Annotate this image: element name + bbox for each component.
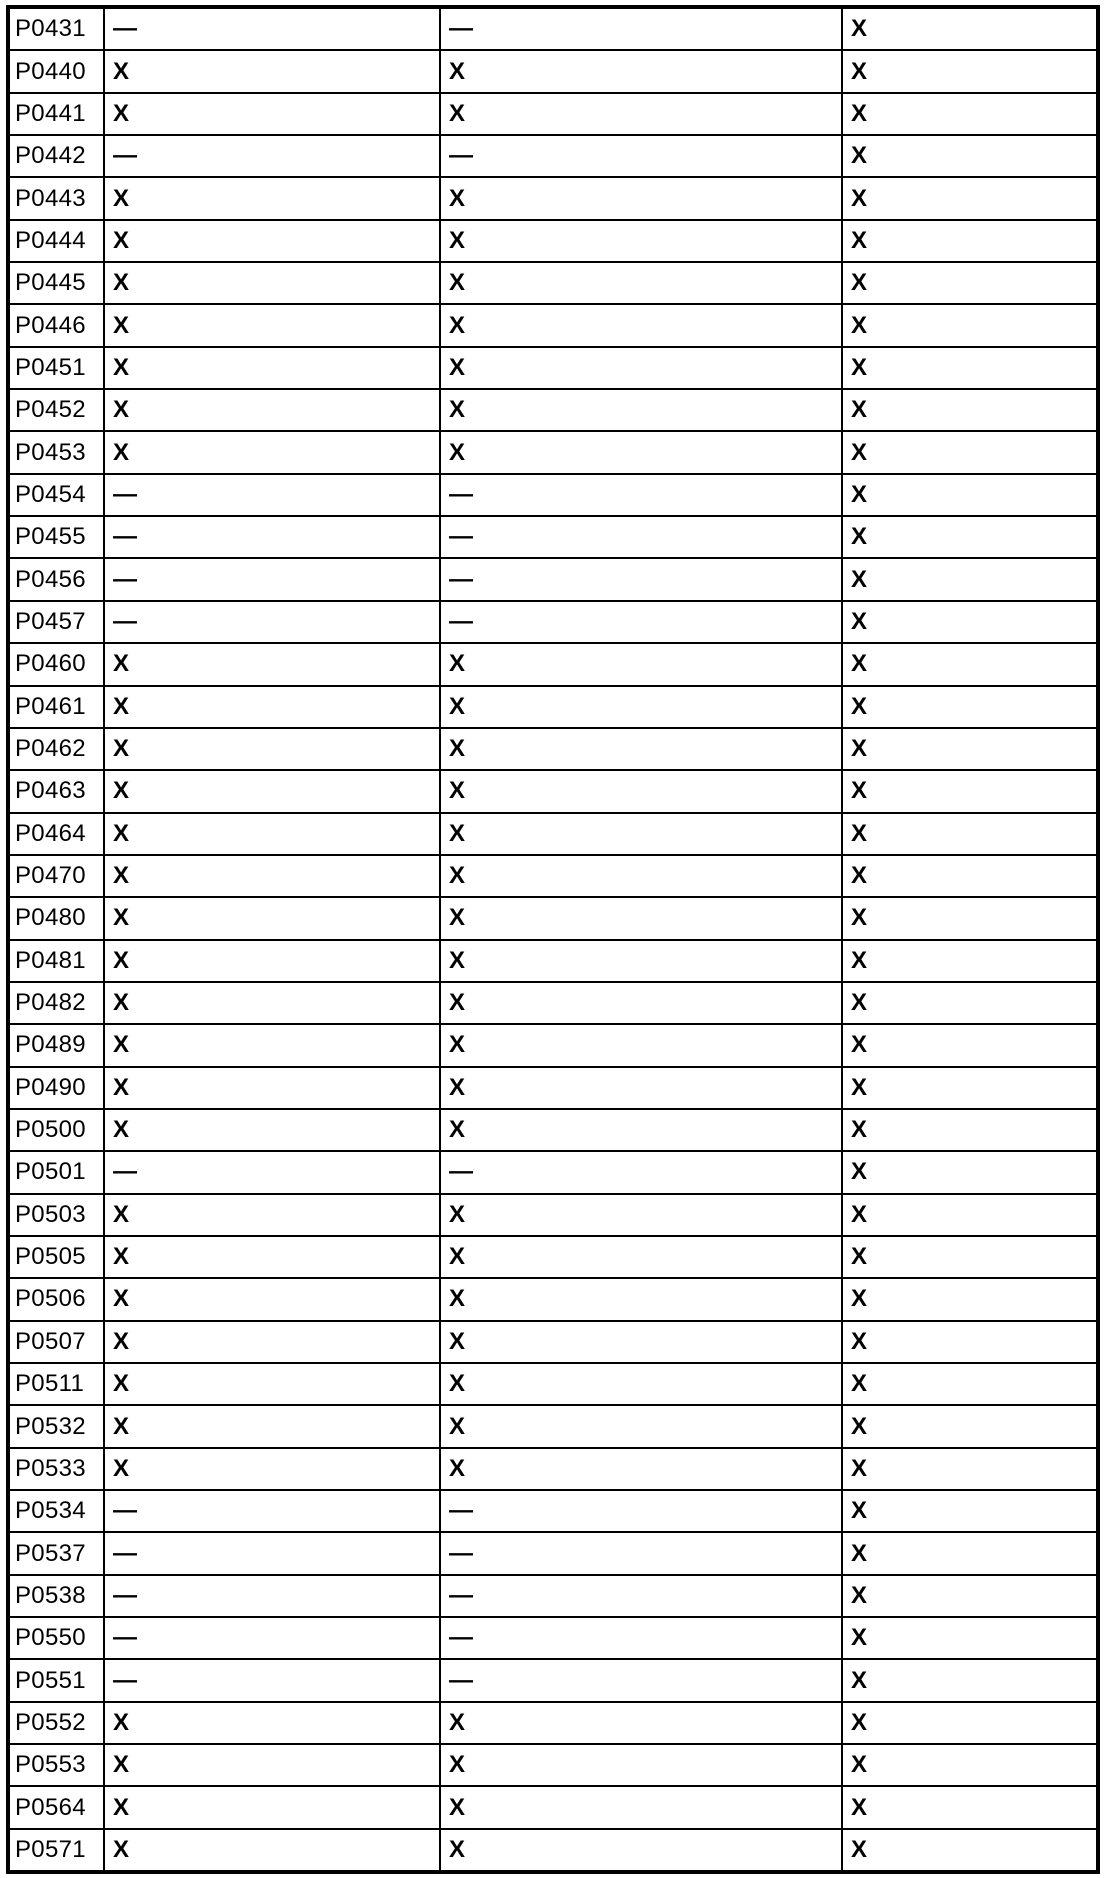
column-2-cell: X <box>440 1236 842 1278</box>
table-row <box>8 1151 1098 1193</box>
table-row <box>8 50 1098 92</box>
dtc-code-cell: P0532 <box>8 1405 104 1447</box>
dtc-code-cell: P0464 <box>8 813 104 855</box>
column-2-cell: X <box>440 1067 842 1109</box>
column-2-cell: X <box>440 1109 842 1151</box>
column-1-cell: X <box>104 982 440 1024</box>
table-row <box>8 601 1098 643</box>
column-3-cell: X <box>842 7 1098 50</box>
column-3-cell: X <box>842 431 1098 473</box>
column-2-cell: — <box>440 135 842 177</box>
table-row <box>8 220 1098 262</box>
column-2-cell: X <box>440 1278 842 1320</box>
dtc-code-cell: P0441 <box>8 93 104 135</box>
column-1-cell: X <box>104 262 440 304</box>
table-row <box>8 389 1098 431</box>
column-2-cell: — <box>440 516 842 558</box>
table-row <box>8 1532 1098 1574</box>
table-row <box>8 1448 1098 1490</box>
column-1-cell: X <box>104 1067 440 1109</box>
table-row <box>8 897 1098 939</box>
table-row <box>8 474 1098 516</box>
dtc-applicability-table <box>6 5 1100 1874</box>
column-3-cell: X <box>842 728 1098 770</box>
column-1-cell: — <box>104 1575 440 1617</box>
dtc-code-cell: P0460 <box>8 643 104 685</box>
column-1-cell: X <box>104 389 440 431</box>
column-1-cell: X <box>104 897 440 939</box>
column-2-cell: X <box>440 1405 842 1447</box>
column-1-cell: — <box>104 135 440 177</box>
column-3-cell: X <box>842 897 1098 939</box>
column-2-cell: X <box>440 389 842 431</box>
column-2-cell: X <box>440 431 842 473</box>
dtc-code-cell: P0455 <box>8 516 104 558</box>
column-3-cell: X <box>842 1532 1098 1574</box>
table-row <box>8 1829 1098 1872</box>
column-3-cell: X <box>842 304 1098 346</box>
dtc-code-cell: P0462 <box>8 728 104 770</box>
table-row <box>8 770 1098 812</box>
column-2-cell: X <box>440 220 842 262</box>
column-1-cell: X <box>104 813 440 855</box>
column-1-cell: — <box>104 1617 440 1659</box>
column-2-cell: — <box>440 1617 842 1659</box>
table-row <box>8 1659 1098 1701</box>
column-1-cell: X <box>104 1744 440 1786</box>
column-2-cell: — <box>440 7 842 50</box>
column-1-cell: — <box>104 516 440 558</box>
table-row <box>8 135 1098 177</box>
column-3-cell: X <box>842 50 1098 92</box>
table-row <box>8 7 1098 50</box>
document-page <box>6 5 1096 1874</box>
column-2-cell: X <box>440 93 842 135</box>
column-1-cell: X <box>104 1829 440 1872</box>
column-2-cell: — <box>440 1532 842 1574</box>
dtc-code-cell: P0552 <box>8 1702 104 1744</box>
dtc-code-cell: P0481 <box>8 940 104 982</box>
column-3-cell: X <box>842 1575 1098 1617</box>
column-1-cell: X <box>104 1786 440 1828</box>
dtc-code-cell: P0444 <box>8 220 104 262</box>
table-row <box>8 347 1098 389</box>
table-row <box>8 1490 1098 1532</box>
table-row <box>8 1278 1098 1320</box>
column-3-cell: X <box>842 1321 1098 1363</box>
table-row <box>8 686 1098 728</box>
dtc-code-cell: P0453 <box>8 431 104 473</box>
column-3-cell: X <box>842 558 1098 600</box>
column-3-cell: X <box>842 1236 1098 1278</box>
column-1-cell: — <box>104 474 440 516</box>
column-1-cell: — <box>104 1490 440 1532</box>
column-3-cell: X <box>842 982 1098 1024</box>
column-2-cell: X <box>440 813 842 855</box>
column-2-cell: X <box>440 1321 842 1363</box>
table-row <box>8 1575 1098 1617</box>
table-row <box>8 1617 1098 1659</box>
dtc-code-cell: P0550 <box>8 1617 104 1659</box>
table-row <box>8 728 1098 770</box>
column-1-cell: X <box>104 1236 440 1278</box>
column-2-cell: X <box>440 982 842 1024</box>
dtc-code-cell: P0534 <box>8 1490 104 1532</box>
column-3-cell: X <box>842 770 1098 812</box>
dtc-code-cell: P0506 <box>8 1278 104 1320</box>
column-2-cell: X <box>440 262 842 304</box>
column-1-cell: X <box>104 1448 440 1490</box>
column-1-cell: X <box>104 220 440 262</box>
table-row <box>8 813 1098 855</box>
table-row <box>8 431 1098 473</box>
dtc-code-cell: P0451 <box>8 347 104 389</box>
column-1-cell: X <box>104 1363 440 1405</box>
column-1-cell: — <box>104 601 440 643</box>
column-1-cell: X <box>104 1321 440 1363</box>
column-1-cell: X <box>104 940 440 982</box>
column-1-cell: X <box>104 93 440 135</box>
column-3-cell: X <box>842 262 1098 304</box>
column-2-cell: — <box>440 1151 842 1193</box>
column-2-cell: X <box>440 728 842 770</box>
column-3-cell: X <box>842 1786 1098 1828</box>
column-1-cell: X <box>104 50 440 92</box>
column-1-cell: X <box>104 1278 440 1320</box>
table-row <box>8 1236 1098 1278</box>
column-2-cell: — <box>440 558 842 600</box>
dtc-code-cell: P0454 <box>8 474 104 516</box>
dtc-code-cell: P0490 <box>8 1067 104 1109</box>
column-2-cell: X <box>440 347 842 389</box>
column-2-cell: X <box>440 686 842 728</box>
column-2-cell: X <box>440 897 842 939</box>
column-1-cell: — <box>104 558 440 600</box>
column-2-cell: X <box>440 1448 842 1490</box>
column-3-cell: X <box>842 1490 1098 1532</box>
dtc-code-cell: P0431 <box>8 7 104 50</box>
column-2-cell: — <box>440 601 842 643</box>
table-body <box>8 7 1098 1872</box>
column-3-cell: X <box>842 855 1098 897</box>
table-row <box>8 516 1098 558</box>
table-row <box>8 643 1098 685</box>
column-2-cell: X <box>440 1744 842 1786</box>
dtc-code-cell: P0470 <box>8 855 104 897</box>
column-3-cell: X <box>842 940 1098 982</box>
table-row <box>8 855 1098 897</box>
column-1-cell: X <box>104 1702 440 1744</box>
dtc-code-cell: P0440 <box>8 50 104 92</box>
column-2-cell: X <box>440 643 842 685</box>
column-1-cell: X <box>104 1109 440 1151</box>
column-3-cell: X <box>842 1151 1098 1193</box>
table-row <box>8 940 1098 982</box>
column-3-cell: X <box>842 813 1098 855</box>
dtc-code-cell: P0489 <box>8 1024 104 1066</box>
column-2-cell: — <box>440 474 842 516</box>
column-1-cell: X <box>104 431 440 473</box>
dtc-code-cell: P0456 <box>8 558 104 600</box>
column-3-cell: X <box>842 1829 1098 1872</box>
dtc-code-cell: P0442 <box>8 135 104 177</box>
column-3-cell: X <box>842 93 1098 135</box>
column-1-cell: X <box>104 855 440 897</box>
dtc-code-cell: P0571 <box>8 1829 104 1872</box>
column-1-cell: X <box>104 686 440 728</box>
dtc-code-cell: P0501 <box>8 1151 104 1193</box>
dtc-code-cell: P0551 <box>8 1659 104 1701</box>
table-row <box>8 1405 1098 1447</box>
column-2-cell: X <box>440 1702 842 1744</box>
column-3-cell: X <box>842 1363 1098 1405</box>
table-row <box>8 1786 1098 1828</box>
column-1-cell: — <box>104 1532 440 1574</box>
column-3-cell: X <box>842 1109 1098 1151</box>
column-3-cell: X <box>842 686 1098 728</box>
column-1-cell: X <box>104 643 440 685</box>
table-row <box>8 558 1098 600</box>
column-2-cell: X <box>440 1024 842 1066</box>
table-row <box>8 1024 1098 1066</box>
table-row <box>8 1067 1098 1109</box>
column-1-cell: X <box>104 1405 440 1447</box>
column-1-cell: — <box>104 1151 440 1193</box>
column-3-cell: X <box>842 220 1098 262</box>
column-2-cell: X <box>440 940 842 982</box>
table-row <box>8 177 1098 219</box>
column-1-cell: X <box>104 770 440 812</box>
table-row <box>8 1321 1098 1363</box>
column-1-cell: X <box>104 304 440 346</box>
column-3-cell: X <box>842 474 1098 516</box>
dtc-code-cell: P0505 <box>8 1236 104 1278</box>
column-2-cell: X <box>440 177 842 219</box>
dtc-code-cell: P0463 <box>8 770 104 812</box>
table-row <box>8 982 1098 1024</box>
dtc-code-cell: P0500 <box>8 1109 104 1151</box>
column-3-cell: X <box>842 1024 1098 1066</box>
table-row <box>8 1702 1098 1744</box>
dtc-code-cell: P0511 <box>8 1363 104 1405</box>
dtc-code-cell: P0537 <box>8 1532 104 1574</box>
column-2-cell: — <box>440 1659 842 1701</box>
dtc-code-cell: P0457 <box>8 601 104 643</box>
dtc-code-cell: P0461 <box>8 686 104 728</box>
dtc-code-cell: P0503 <box>8 1194 104 1236</box>
dtc-code-cell: P0480 <box>8 897 104 939</box>
column-3-cell: X <box>842 1278 1098 1320</box>
column-3-cell: X <box>842 1405 1098 1447</box>
column-2-cell: X <box>440 1829 842 1872</box>
column-3-cell: X <box>842 135 1098 177</box>
table-row <box>8 93 1098 135</box>
column-2-cell: X <box>440 304 842 346</box>
column-3-cell: X <box>842 177 1098 219</box>
column-1-cell: — <box>104 1659 440 1701</box>
dtc-code-cell: P0445 <box>8 262 104 304</box>
table-row <box>8 304 1098 346</box>
column-2-cell: X <box>440 1786 842 1828</box>
table-row <box>8 1363 1098 1405</box>
dtc-code-cell: P0507 <box>8 1321 104 1363</box>
dtc-code-cell: P0452 <box>8 389 104 431</box>
column-3-cell: X <box>842 1448 1098 1490</box>
column-2-cell: X <box>440 770 842 812</box>
column-2-cell: X <box>440 855 842 897</box>
column-1-cell: X <box>104 347 440 389</box>
column-3-cell: X <box>842 389 1098 431</box>
dtc-code-cell: P0533 <box>8 1448 104 1490</box>
column-3-cell: X <box>842 1744 1098 1786</box>
column-1-cell: X <box>104 177 440 219</box>
column-2-cell: X <box>440 50 842 92</box>
dtc-code-cell: P0553 <box>8 1744 104 1786</box>
column-1-cell: X <box>104 728 440 770</box>
column-3-cell: X <box>842 1194 1098 1236</box>
table-row <box>8 1744 1098 1786</box>
column-1-cell: X <box>104 1024 440 1066</box>
dtc-code-cell: P0446 <box>8 304 104 346</box>
dtc-code-cell: P0443 <box>8 177 104 219</box>
column-2-cell: X <box>440 1194 842 1236</box>
column-3-cell: X <box>842 1617 1098 1659</box>
column-2-cell: X <box>440 1363 842 1405</box>
column-3-cell: X <box>842 347 1098 389</box>
dtc-code-cell: P0538 <box>8 1575 104 1617</box>
column-1-cell: — <box>104 7 440 50</box>
table-row <box>8 1194 1098 1236</box>
table-row <box>8 1109 1098 1151</box>
column-3-cell: X <box>842 1067 1098 1109</box>
table-row <box>8 262 1098 304</box>
column-1-cell: X <box>104 1194 440 1236</box>
dtc-code-cell: P0482 <box>8 982 104 1024</box>
column-3-cell: X <box>842 601 1098 643</box>
dtc-code-cell: P0564 <box>8 1786 104 1828</box>
column-2-cell: — <box>440 1575 842 1617</box>
column-3-cell: X <box>842 643 1098 685</box>
column-2-cell: — <box>440 1490 842 1532</box>
column-3-cell: X <box>842 1659 1098 1701</box>
column-3-cell: X <box>842 516 1098 558</box>
column-3-cell: X <box>842 1702 1098 1744</box>
